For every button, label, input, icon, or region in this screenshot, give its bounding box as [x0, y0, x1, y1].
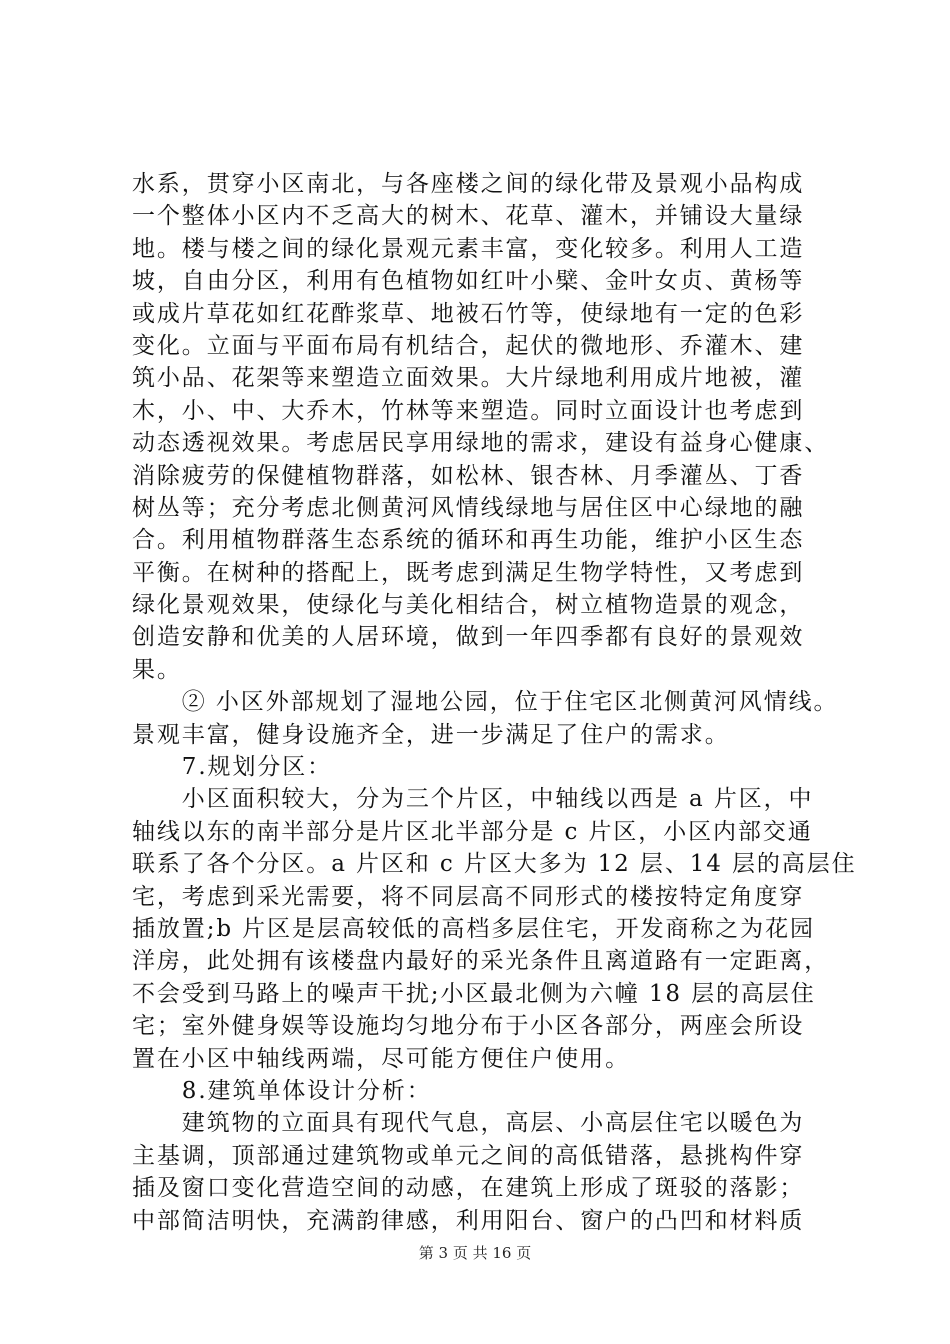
text-line: 中部简洁明快，充满韵律感，利用阳台、窗户的凸凹和材料质 [132, 1207, 805, 1234]
text-line: 平衡。在树种的搭配上，既考虑到满足生物学特性，又考虑到 [132, 559, 805, 586]
text-line: 不会受到马路上的噪声干扰;小区最北侧为六幢 18 层的高层住 [132, 980, 816, 1007]
text-line: 或成片草花如红花酢浆草、地被石竹等，使绿地有一定的色彩 [132, 300, 805, 327]
text-line: 主基调，顶部通过建筑物或单元之间的高低错落，悬挑构件穿 [132, 1142, 805, 1169]
text-line: 水系，贯穿小区南北，与各座楼之间的绿化带及景观小品构成 [132, 171, 805, 197]
text-line: 地。楼与楼之间的绿化景观元素丰富，变化较多。利用人工造 [132, 235, 805, 262]
section-heading: 7.规划分区： [132, 754, 333, 781]
text-line: 宅，考虑到采光需要，将不同层高不同形式的楼按特定角度穿 [132, 883, 805, 910]
text-line: 插放置;b 片区是层高较低的高档多层住宅，开发商称之为花园 [132, 915, 815, 942]
text-line: 果。 [132, 656, 182, 683]
text-line: 树丛等；充分考虑北侧黄河风情线绿地与居住区中心绿地的融 [132, 494, 805, 521]
text-line: 洋房，此处拥有该楼盘内最好的采光条件且离道路有一定距离， [132, 948, 830, 975]
text-line: 合。利用植物群落生态系统的循环和再生功能，维护小区生态 [132, 527, 805, 554]
text-line: 筑小品、花架等来塑造立面效果。大片绿地利用成片地被，灌 [132, 365, 805, 392]
text-line: ② 小区外部规划了湿地公园，位于住宅区北侧黄河风情线。 [132, 689, 839, 716]
text-line: 联系了各个分区。a 片区和 c 片区大多为 12 层、14 层的高层住 [132, 851, 857, 878]
text-line: 消除疲劳的保健植物群落，如松林、银杏林、月季灌丛、丁香 [132, 462, 805, 489]
text-line: 坡，自由分区，利用有色植物如红叶小檗、金叶女贞、黄杨等 [132, 268, 805, 295]
text-line: 动态透视效果。考虑居民享用绿地的需求，建设有益身心健康、 [132, 430, 830, 457]
text-line: 宅；室外健身娱等设施均匀地分布于小区各部分，两座会所设 [132, 1013, 805, 1040]
text-line: 绿化景观效果，使绿化与美化相结合，树立植物造景的观念， [132, 592, 805, 619]
text-line: 轴线以东的南半部分是片区北半部分是 c 片区，小区内部交通 [132, 818, 813, 845]
text-line: 创造安静和优美的人居环境，做到一年四季都有良好的景观效 [132, 624, 805, 651]
section-heading: 8.建筑单体设计分析： [132, 1077, 432, 1104]
text-line: 一个整体小区内不乏高大的树木、花草、灌木，并铺设大量绿 [132, 203, 805, 230]
text-line: 插及窗口变化营造空间的动感，在建筑上形成了斑驳的落影； [132, 1175, 805, 1202]
text-line: 置在小区中轴线两端，尽可能方便住户使用。 [132, 1045, 630, 1072]
text-line: 变化。立面与平面布局有机结合，起伏的微地形、乔灌木、建 [132, 332, 805, 359]
text-line: 景观丰富，健身设施齐全，进一步满足了住户的需求。 [132, 721, 730, 748]
page-footer: 第 3 页 共 16 页 [418, 1244, 532, 1262]
text-line: 小区面积较大，分为三个片区，中轴线以西是 a 片区，中 [132, 786, 814, 813]
text-line: 建筑物的立面具有现代气息，高层、小高层住宅以暖色为 [132, 1110, 805, 1137]
text-line: 木，小、中、大乔木，竹林等来塑造。同时立面设计也考虑到 [132, 397, 805, 424]
body-text [132, 168, 857, 1237]
